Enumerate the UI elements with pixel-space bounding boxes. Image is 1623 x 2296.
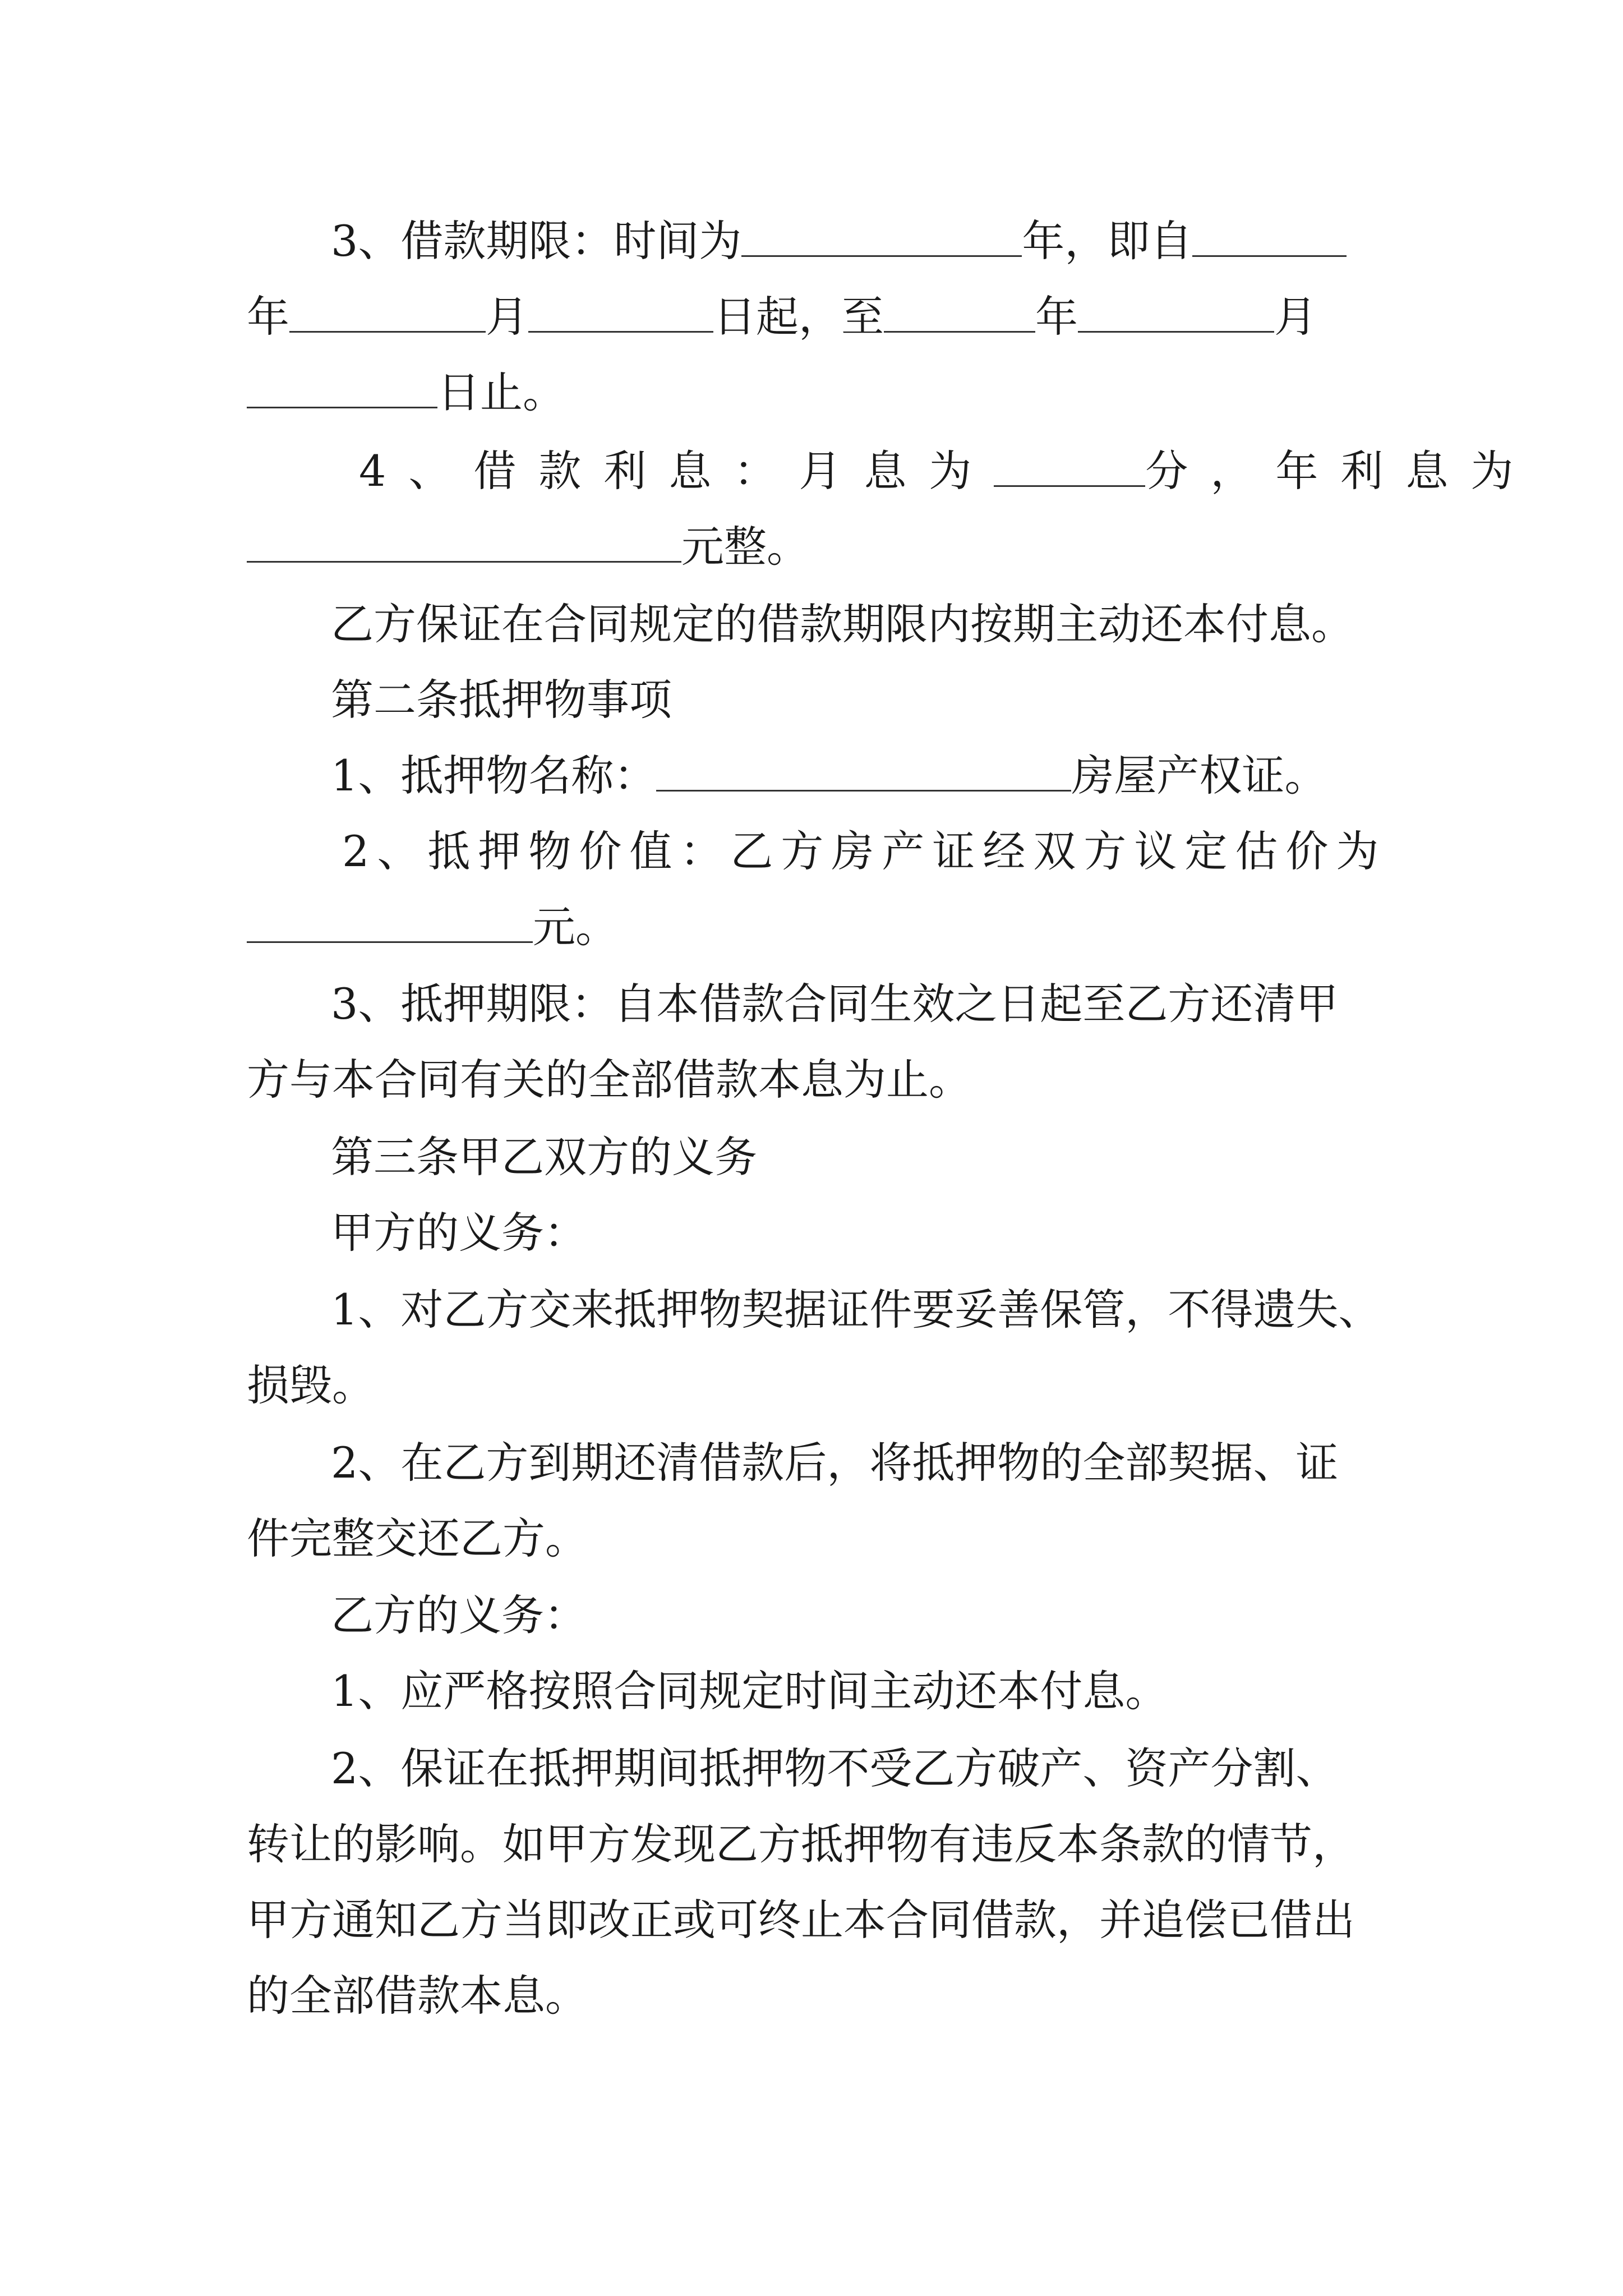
- collateral-value-label: 2、抵押物价值：乙方房产证经双方议定估价为: [342, 826, 1387, 876]
- interest-line-1: [359, 433, 1536, 509]
- interest-line-2: [247, 509, 1385, 585]
- party-b-item-2-line-4: 的全部借款本息。: [247, 1971, 588, 2021]
- party-a-item-2-line-2: 件完整交还乙方。: [247, 1513, 588, 1563]
- collateral-value-line-2: [247, 889, 1385, 965]
- property-cert-text: 房屋产权证。: [1071, 751, 1327, 800]
- month-text: 月: [1274, 292, 1317, 342]
- party-b-obligations-title: 乙方的义务：: [331, 1590, 587, 1640]
- fill-blank: [884, 295, 1035, 333]
- year-text: 年: [247, 292, 289, 342]
- loan-term-line-1: [331, 203, 1469, 279]
- loan-term-line-2: [247, 279, 1385, 355]
- party-b-item-1: 1、应严格按照合同规定时间主动还本付息。: [331, 1666, 1168, 1716]
- mortgage-term-line-2: 方与本合同有关的全部借款本息为止。: [247, 1055, 971, 1105]
- party-a-obligations-title: 甲方的义务：: [331, 1208, 587, 1258]
- yuan-text: 元整。: [681, 522, 809, 572]
- party-b-item-2-line-1: 2、保证在抵押期间抵押物不受乙方破产、资产分割、: [331, 1743, 1339, 1793]
- collateral-value-line-1: [342, 813, 1481, 890]
- fill-blank: [289, 295, 486, 333]
- day-until-text: 日止。: [437, 367, 565, 417]
- fill-blank: [247, 905, 533, 943]
- party-b-item-2-line-2: 转让的影响。如甲方发现乙方抵押物有违反本条款的情节，: [247, 1819, 1355, 1869]
- collateral-name-line: [331, 738, 1469, 814]
- fill-blank: [1192, 219, 1347, 257]
- fill-blank: [247, 371, 437, 408]
- guarantee-paragraph: 乙方保证在合同规定的借款期限内按期主动还本付息。: [331, 599, 1354, 649]
- fill-blank: [994, 449, 1145, 487]
- party-a-item-1-line-2: 损毁。: [247, 1360, 375, 1410]
- fill-blank: [247, 525, 681, 563]
- loan-term-line-3: [247, 355, 1385, 431]
- party-a-item-1-line-1: 1、对乙方交来抵押物契据证件要妥善保管，不得遗失、: [331, 1285, 1381, 1335]
- article-3-title: 第三条甲乙双方的义务: [331, 1132, 757, 1182]
- annual-interest-text: 分，年利息为: [1145, 446, 1536, 496]
- mortgage-term-line-1: 3、抵押期限：自本借款合同生效之日起至乙方还清甲: [331, 979, 1339, 1029]
- fill-blank: [528, 295, 713, 333]
- loan-term-text: 年，即自: [1022, 216, 1193, 266]
- fill-blank: [741, 219, 1022, 257]
- year-text: 年: [1035, 292, 1078, 342]
- collateral-name-label: 1、抵押物名称：: [331, 751, 657, 800]
- article-2-title: 第二条抵押物事项: [331, 675, 672, 725]
- party-a-item-2-line-1: 2、在乙方到期还清借款后，将抵押物的全部契据、证: [331, 1438, 1339, 1488]
- day-from-text: 日起，至: [713, 292, 884, 342]
- loan-term-label: 3、借款期限：时间为: [331, 216, 742, 266]
- yuan-text: 元。: [533, 902, 618, 952]
- interest-label: 4、借款利息：月息为: [359, 446, 994, 496]
- fill-blank: [1078, 295, 1274, 333]
- month-text: 月: [486, 292, 528, 342]
- fill-blank: [656, 754, 1071, 792]
- party-b-item-2-line-3: 甲方通知乙方当即改正或可终止本合同借款，并追偿已借出: [247, 1895, 1355, 1945]
